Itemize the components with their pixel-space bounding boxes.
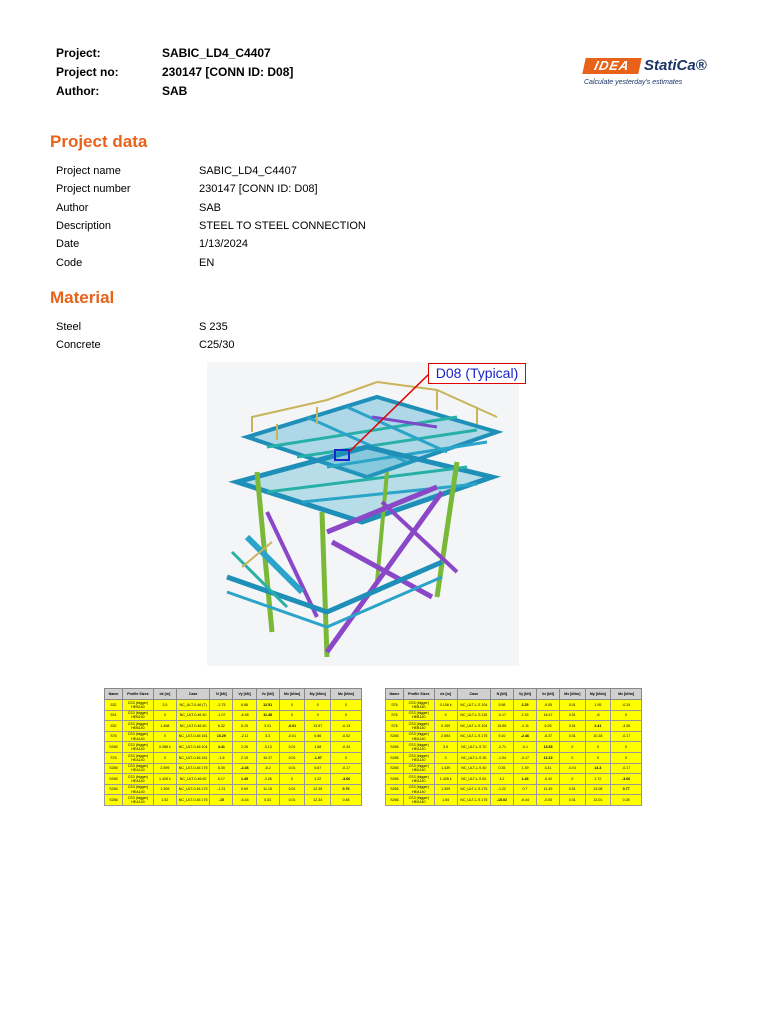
header-key: Project no: (56, 65, 119, 79)
table-header-cell: dx [m] (434, 689, 457, 700)
table-cell: 1.68 (305, 742, 331, 753)
structure-model-image (207, 362, 519, 666)
table-cell: -1.21 (210, 784, 233, 795)
table-cell: 0.28 (611, 795, 642, 806)
table-cell: -2.46 (233, 763, 256, 774)
table-cell: CS3 (bigger) HEA140 (403, 774, 434, 785)
table-cell: NC_ULT-0.46 175 (176, 795, 209, 806)
table-cell: NC_ULT-0.46 151 (176, 731, 209, 742)
table-cell: S265 (386, 774, 404, 785)
table-cell: CS3 (bigger) HEA140 (122, 795, 153, 806)
table-cell: CS3 (bigger) HEA140 (403, 763, 434, 774)
table-cell: -2.11 (513, 721, 536, 732)
table-header-cell: dx [m] (153, 689, 176, 700)
table-cell: 8.35 (210, 763, 233, 774)
structure-model-drawing (207, 362, 519, 666)
table-cell: -2.46 (513, 731, 536, 742)
table-row (386, 710, 642, 721)
header-value: SAB (162, 84, 188, 98)
kv-value: 230147 [CONN ID: D08] (199, 183, 318, 196)
kv-key: Description (56, 220, 112, 233)
table-row (386, 731, 642, 742)
table-cell: NC_ULT-L.S 30 (457, 752, 490, 763)
table-cell: CS3 (bigger) HEA140 (122, 731, 153, 742)
table-cell: 0 (279, 774, 305, 785)
table-header-cell: Vy [kN] (513, 689, 536, 700)
table-cell: 0 (305, 700, 331, 711)
table-cell: -0.17 (490, 710, 513, 721)
table-header-row (105, 689, 362, 700)
connection-callout-label: D08 (Typical) (428, 363, 526, 384)
table-cell: 4.2 (490, 774, 513, 785)
table-cell: 0 (153, 752, 176, 763)
table-row (105, 784, 362, 795)
table-cell: 531 (105, 710, 123, 721)
header-row-project-no (56, 65, 293, 84)
table-cell: 1.52 (153, 795, 176, 806)
table-row (386, 721, 642, 732)
logo-name: StatiCa® (644, 57, 707, 74)
table-header-cell: N [kN] (490, 689, 513, 700)
table-cell: 2.41 (585, 721, 611, 732)
table-cell: 2.599 (153, 763, 176, 774)
kv-key: Code (56, 256, 83, 269)
table-cell: 1.439 (434, 763, 457, 774)
table-cell: -2.75 (210, 700, 233, 711)
table-cell: 15.85 (490, 721, 513, 732)
table-header-cell: Name (105, 689, 123, 700)
table-cell: -0.42 (536, 774, 559, 785)
table-cell: -6.44 (513, 795, 536, 806)
table-cell: NC_ULT-L.S 70 (457, 742, 490, 753)
kv-row (56, 199, 616, 217)
table-cell: 13.65 (536, 742, 559, 753)
header-row-project (56, 46, 293, 65)
table-cell: NC_ULT-L.S 175 (457, 784, 490, 795)
kv-row (56, 336, 616, 354)
table-cell: 0 (153, 710, 176, 721)
table-row (386, 784, 642, 795)
table-cell: S265 (105, 763, 123, 774)
table-cell: NC_ULT-0.46 62 (176, 774, 209, 785)
table-cell: 0 (585, 752, 611, 763)
table-cell: 10.18 (585, 731, 611, 742)
table-cell: -0.13 (331, 721, 362, 732)
table-cell: -3.66 (331, 774, 362, 785)
table-cell: -3.55 (611, 721, 642, 732)
table-header-cell: Profile Sizes (403, 689, 434, 700)
table-header-cell: Vz [kN] (536, 689, 559, 700)
table-cell: 0.77 (611, 784, 642, 795)
material-list (56, 318, 616, 355)
kv-value: EN (199, 256, 215, 269)
kv-value: 1/13/2024 (199, 238, 248, 251)
forces-table-left (104, 688, 362, 806)
table-cell: 3.5 (153, 700, 176, 711)
table-cell: -15 (210, 795, 233, 806)
table-cell: 0 (560, 752, 586, 763)
table-cell: 1.309 (434, 784, 457, 795)
table-cell: 1.22 (305, 774, 331, 785)
table-row (105, 763, 362, 774)
table-cell: 0 (560, 742, 586, 753)
table-cell: 11.48 (256, 710, 279, 721)
table-cell: S76 (386, 700, 404, 711)
table-row (105, 731, 362, 742)
table-cell: CS3 (bigger) HEA140 (403, 742, 434, 753)
header-value: SABIC_LD4_C4407 (162, 46, 271, 60)
table-cell: -6.48 (233, 710, 256, 721)
table-header-cell: Mx [kNm] (560, 689, 586, 700)
table-cell: -0.1 (513, 742, 536, 753)
table-cell: 5.15 (233, 721, 256, 732)
kv-row (56, 217, 616, 235)
table-cell: S76 (386, 710, 404, 721)
table-cell: CS3 (bigger) HEA140 (403, 784, 434, 795)
table-cell: 0.7 (513, 784, 536, 795)
table-cell: 10.29 (210, 731, 233, 742)
table-cell: 0.288 k (153, 742, 176, 753)
table-cell: NC_ULT-0.46 175 (176, 784, 209, 795)
table-header-cell: Name (386, 689, 404, 700)
table-cell: 0.66 (305, 731, 331, 742)
table-cell: -1.22 (490, 784, 513, 795)
table-cell: CS3 (bigger) HEA140 (122, 774, 153, 785)
table-row (386, 763, 642, 774)
table-row (105, 742, 362, 753)
table-cell: NC_ULT-L.S 104 (457, 700, 490, 711)
kv-value: S 235 (199, 321, 228, 334)
table-cell: 0 (279, 700, 305, 711)
table-row (386, 795, 642, 806)
kv-row (56, 253, 616, 271)
table-row (386, 752, 642, 763)
table-cell: 0.69 (233, 784, 256, 795)
table-cell: S265 (105, 774, 123, 785)
section-title-project-data: Project data (50, 132, 148, 151)
kv-value: C25/30 (199, 339, 235, 352)
table-row (386, 700, 642, 711)
table-cell: S265 (386, 784, 404, 795)
table-cell: 1.45 (233, 774, 256, 785)
table-cell: 1.39 (513, 763, 536, 774)
table-cell: 0 (611, 742, 642, 753)
table-cell: 0.01 (279, 752, 305, 763)
table-cell: 9.10 (490, 731, 513, 742)
kv-row (56, 162, 616, 180)
table-cell: NC_ULT-0.46 104 (176, 742, 209, 753)
document-header (56, 46, 293, 103)
table-cell: 13.57 (305, 721, 331, 732)
table-cell: NC_ULT-L.S 104 (457, 721, 490, 732)
kv-key: Project number (56, 183, 131, 196)
table-header-cell: Mz [kNm] (611, 689, 642, 700)
table-cell: NC_ULT-0.46 40 (176, 710, 209, 721)
table-cell: S76 (386, 721, 404, 732)
table-cell: S265 (105, 784, 123, 795)
table-cell: 12.51 (256, 700, 279, 711)
table-cell: S265 (386, 752, 404, 763)
table-cell: 0.159 (434, 721, 457, 732)
table-cell: -2.11 (233, 731, 256, 742)
table-cell: 0.48 (331, 795, 362, 806)
kv-value: STEEL TO STEEL CONNECTION (199, 220, 366, 233)
table-cell: NC_ULT-L.S 62 (457, 774, 490, 785)
table-cell: CS3 (bigger) HEA140 (403, 731, 434, 742)
table-cell: CS3 (bigger) HEB140 (122, 700, 153, 711)
table-cell: NC_ULT-L.S 40 (457, 763, 490, 774)
table-cell: 1.54 (434, 795, 457, 806)
table-header-cell: N [kN] (210, 689, 233, 700)
table-cell: -3.66 (611, 774, 642, 785)
table-cell: 0 (305, 710, 331, 721)
header-value: 230147 [CONN ID: D08] (162, 65, 294, 79)
table-cell: -8 (585, 710, 611, 721)
table-cell: 18.47 (536, 710, 559, 721)
table-cell: 0.01 (560, 721, 586, 732)
table-cell: 12.34 (305, 795, 331, 806)
table-cell: CS3 (bigger) HEA140 (122, 784, 153, 795)
table-cell: 0 (331, 752, 362, 763)
table-cell: -0.17 (611, 763, 642, 774)
table-cell: -0.05 (536, 795, 559, 806)
header-key: Author: (56, 84, 100, 98)
table-row (105, 710, 362, 721)
kv-row (56, 235, 616, 253)
table-cell: 12.35 (305, 784, 331, 795)
table-cell: CS3 (bigger) HEA140 (403, 752, 434, 763)
table-header-cell: Mz [kNm] (331, 689, 362, 700)
table-cell: 1.309 (153, 784, 176, 795)
table-cell: 532 (105, 721, 123, 732)
table-cell: 6.88 (233, 700, 256, 711)
table-cell: 0.158 k (434, 700, 457, 711)
table-cell: 1.428 k (153, 774, 176, 785)
table-cell: 2.26 (233, 742, 256, 753)
table-cell: 0.01 (560, 784, 586, 795)
table-header-cell: Case (457, 689, 490, 700)
table-cell: CS3 (bigger) HEB140 (403, 700, 434, 711)
table-cell: 1.72 (585, 774, 611, 785)
table-cell: 10.37 (256, 752, 279, 763)
table-cell: 0 (153, 731, 176, 742)
table-cell: NC_ULT-0.46 40 (176, 721, 209, 732)
table-cell: 3.31 (256, 721, 279, 732)
table-cell: -9.05 (536, 700, 559, 711)
table-cell: 0 (434, 752, 457, 763)
kv-key: Concrete (56, 339, 101, 352)
table-cell: 532 (105, 700, 123, 711)
table-cell: S265 (386, 763, 404, 774)
table-cell: -3.26 (256, 774, 279, 785)
table-cell: -0.01 (560, 763, 586, 774)
table-cell: S265 (386, 742, 404, 753)
table-cell: -0.34 (611, 700, 642, 711)
table-cell: 4.41 (210, 742, 233, 753)
table-cell: -0.01 (279, 721, 305, 732)
table-cell: CS3 (bigger) HEB140 (403, 721, 434, 732)
table-cell: 13.01 (585, 795, 611, 806)
table-row (386, 774, 642, 785)
table-header-row (386, 689, 642, 700)
table-cell: 0.03 (256, 795, 279, 806)
table-row (105, 752, 362, 763)
table-cell: 13.19 (536, 752, 559, 763)
table-cell: 1.43 (513, 774, 536, 785)
table-cell: -0.17 (331, 763, 362, 774)
table-cell: 0.76 (331, 784, 362, 795)
table-cell: -0.17 (513, 752, 536, 763)
table-row (105, 700, 362, 711)
table-cell: CS3 (bigger) HEB140 (403, 710, 434, 721)
table-cell: -6.44 (233, 795, 256, 806)
table-cell: CS3 (bigger) HEB140 (122, 710, 153, 721)
table-row (386, 742, 642, 753)
table-cell: 0.01 (279, 795, 305, 806)
table-cell: 0.01 (560, 710, 586, 721)
table-cell: S265 (386, 731, 404, 742)
table-cell: -0.17 (611, 731, 642, 742)
table-cell: S266 (105, 795, 123, 806)
table-cell: -1.04 (490, 752, 513, 763)
table-cell: -0.02 (331, 731, 362, 742)
table-cell: -6.37 (536, 731, 559, 742)
section-title-material: Material (50, 288, 115, 307)
table-row (105, 721, 362, 732)
table-cell: NC_ULT-L.S 175 (457, 795, 490, 806)
table-header-cell: Mx [kNm] (279, 689, 305, 700)
table-cell: 6.32 (210, 721, 233, 732)
table-cell: 0 (279, 710, 305, 721)
table-cell: 0.01 (560, 795, 586, 806)
table-header-cell: Vz [kN] (256, 689, 279, 700)
kv-value: SAB (199, 201, 222, 214)
table-header-cell: Case (176, 689, 209, 700)
table-cell: 5.98 (490, 700, 513, 711)
kv-key: Project name (56, 165, 121, 178)
logo-mark: IDEA (582, 58, 641, 74)
table-header-cell: My [kNm] (585, 689, 611, 700)
table-cell: 0 (585, 742, 611, 753)
table-cell: CS3 (bigger) HEA140 (122, 763, 153, 774)
table-cell: 2.25 (513, 700, 536, 711)
table-cell: 11.15 (256, 784, 279, 795)
table-cell: 0 (611, 710, 642, 721)
table-cell: -0.01 (279, 731, 305, 742)
table-cell: 0.01 (560, 700, 586, 711)
table-cell: -1.07 (210, 710, 233, 721)
table-cell: 6.17 (210, 774, 233, 785)
table-cell: CS3 (bigger) HEA140 (122, 742, 153, 753)
table-cell: 1.95 (585, 700, 611, 711)
table-header-cell: Vy [kN] (233, 689, 256, 700)
kv-key: Date (56, 238, 80, 251)
table-cell: 5.29 (536, 721, 559, 732)
table-cell: 0 (560, 774, 586, 785)
table-cell: 13.08 (585, 784, 611, 795)
table-cell: -1.6 (210, 752, 233, 763)
table-cell: -15.02 (490, 795, 513, 806)
header-key: Project: (56, 46, 101, 60)
table-cell: 0.35 (490, 763, 513, 774)
table-cell: 2.594 (434, 731, 457, 742)
table-cell: NC_ULT-0.46 175 (176, 763, 209, 774)
table-cell: 0.01 (279, 742, 305, 753)
table-cell: NC_ULT-L.S 175 (457, 731, 490, 742)
table-header-cell: Profile Sizes (122, 689, 153, 700)
table-cell: 2.15 (233, 752, 256, 763)
table-cell: S265 (105, 742, 123, 753)
table-cell: 0 (331, 710, 362, 721)
kv-row (56, 180, 616, 198)
table-cell: NC_ULT-L.S 115 (457, 710, 490, 721)
table-cell: -3.13 (256, 742, 279, 753)
kv-key: Author (56, 201, 89, 214)
table-cell: 3.3 (256, 731, 279, 742)
table-cell: S76 (105, 731, 123, 742)
kv-value: SABIC_LD4_C4407 (199, 165, 297, 178)
table-cell: CS3 (bigger) HEB140 (122, 721, 153, 732)
table-cell: 11.49 (536, 784, 559, 795)
table-cell: -2.71 (490, 742, 513, 753)
header-row-author (56, 84, 293, 103)
table-cell: 3.41 (536, 763, 559, 774)
table-header-cell: My [kNm] (305, 689, 331, 700)
idea-statica-logo (584, 58, 714, 92)
table-cell: 3.5 (434, 742, 457, 753)
table-cell: NC_ULT-0.46 (T) (176, 700, 209, 711)
project-data-list (56, 162, 616, 272)
table-cell: CS3 (bigger) HEA140 (122, 752, 153, 763)
table-cell: 0 (331, 700, 362, 711)
table-cell: -0.34 (331, 742, 362, 753)
table-cell: 0.01 (279, 763, 305, 774)
logo-tagline: Calculate yesterday's estimates (584, 79, 683, 86)
table-row (105, 795, 362, 806)
table-cell: -1.07 (305, 752, 331, 763)
kv-key: Steel (56, 321, 82, 334)
table-cell: 1.428 k (434, 774, 457, 785)
table-cell: S76 (105, 752, 123, 763)
table-cell: 1.498 (153, 721, 176, 732)
table-cell: NC_ULT-0.46 151 (176, 752, 209, 763)
table-cell: -6.2 (256, 763, 279, 774)
table-cell: S266 (386, 795, 404, 806)
table-cell: CS3 (bigger) HEA140 (403, 795, 434, 806)
table-cell: 0 (611, 752, 642, 763)
table-cell: 2.15 (513, 710, 536, 721)
table-cell: 0.01 (279, 784, 305, 795)
table-cell: 5.67 (305, 763, 331, 774)
table-cell: 14.3 (585, 763, 611, 774)
forces-table-right (385, 688, 642, 806)
table-cell: 0 (434, 710, 457, 721)
kv-row (56, 318, 616, 336)
table-row (105, 774, 362, 785)
table-cell: 0.01 (560, 731, 586, 742)
